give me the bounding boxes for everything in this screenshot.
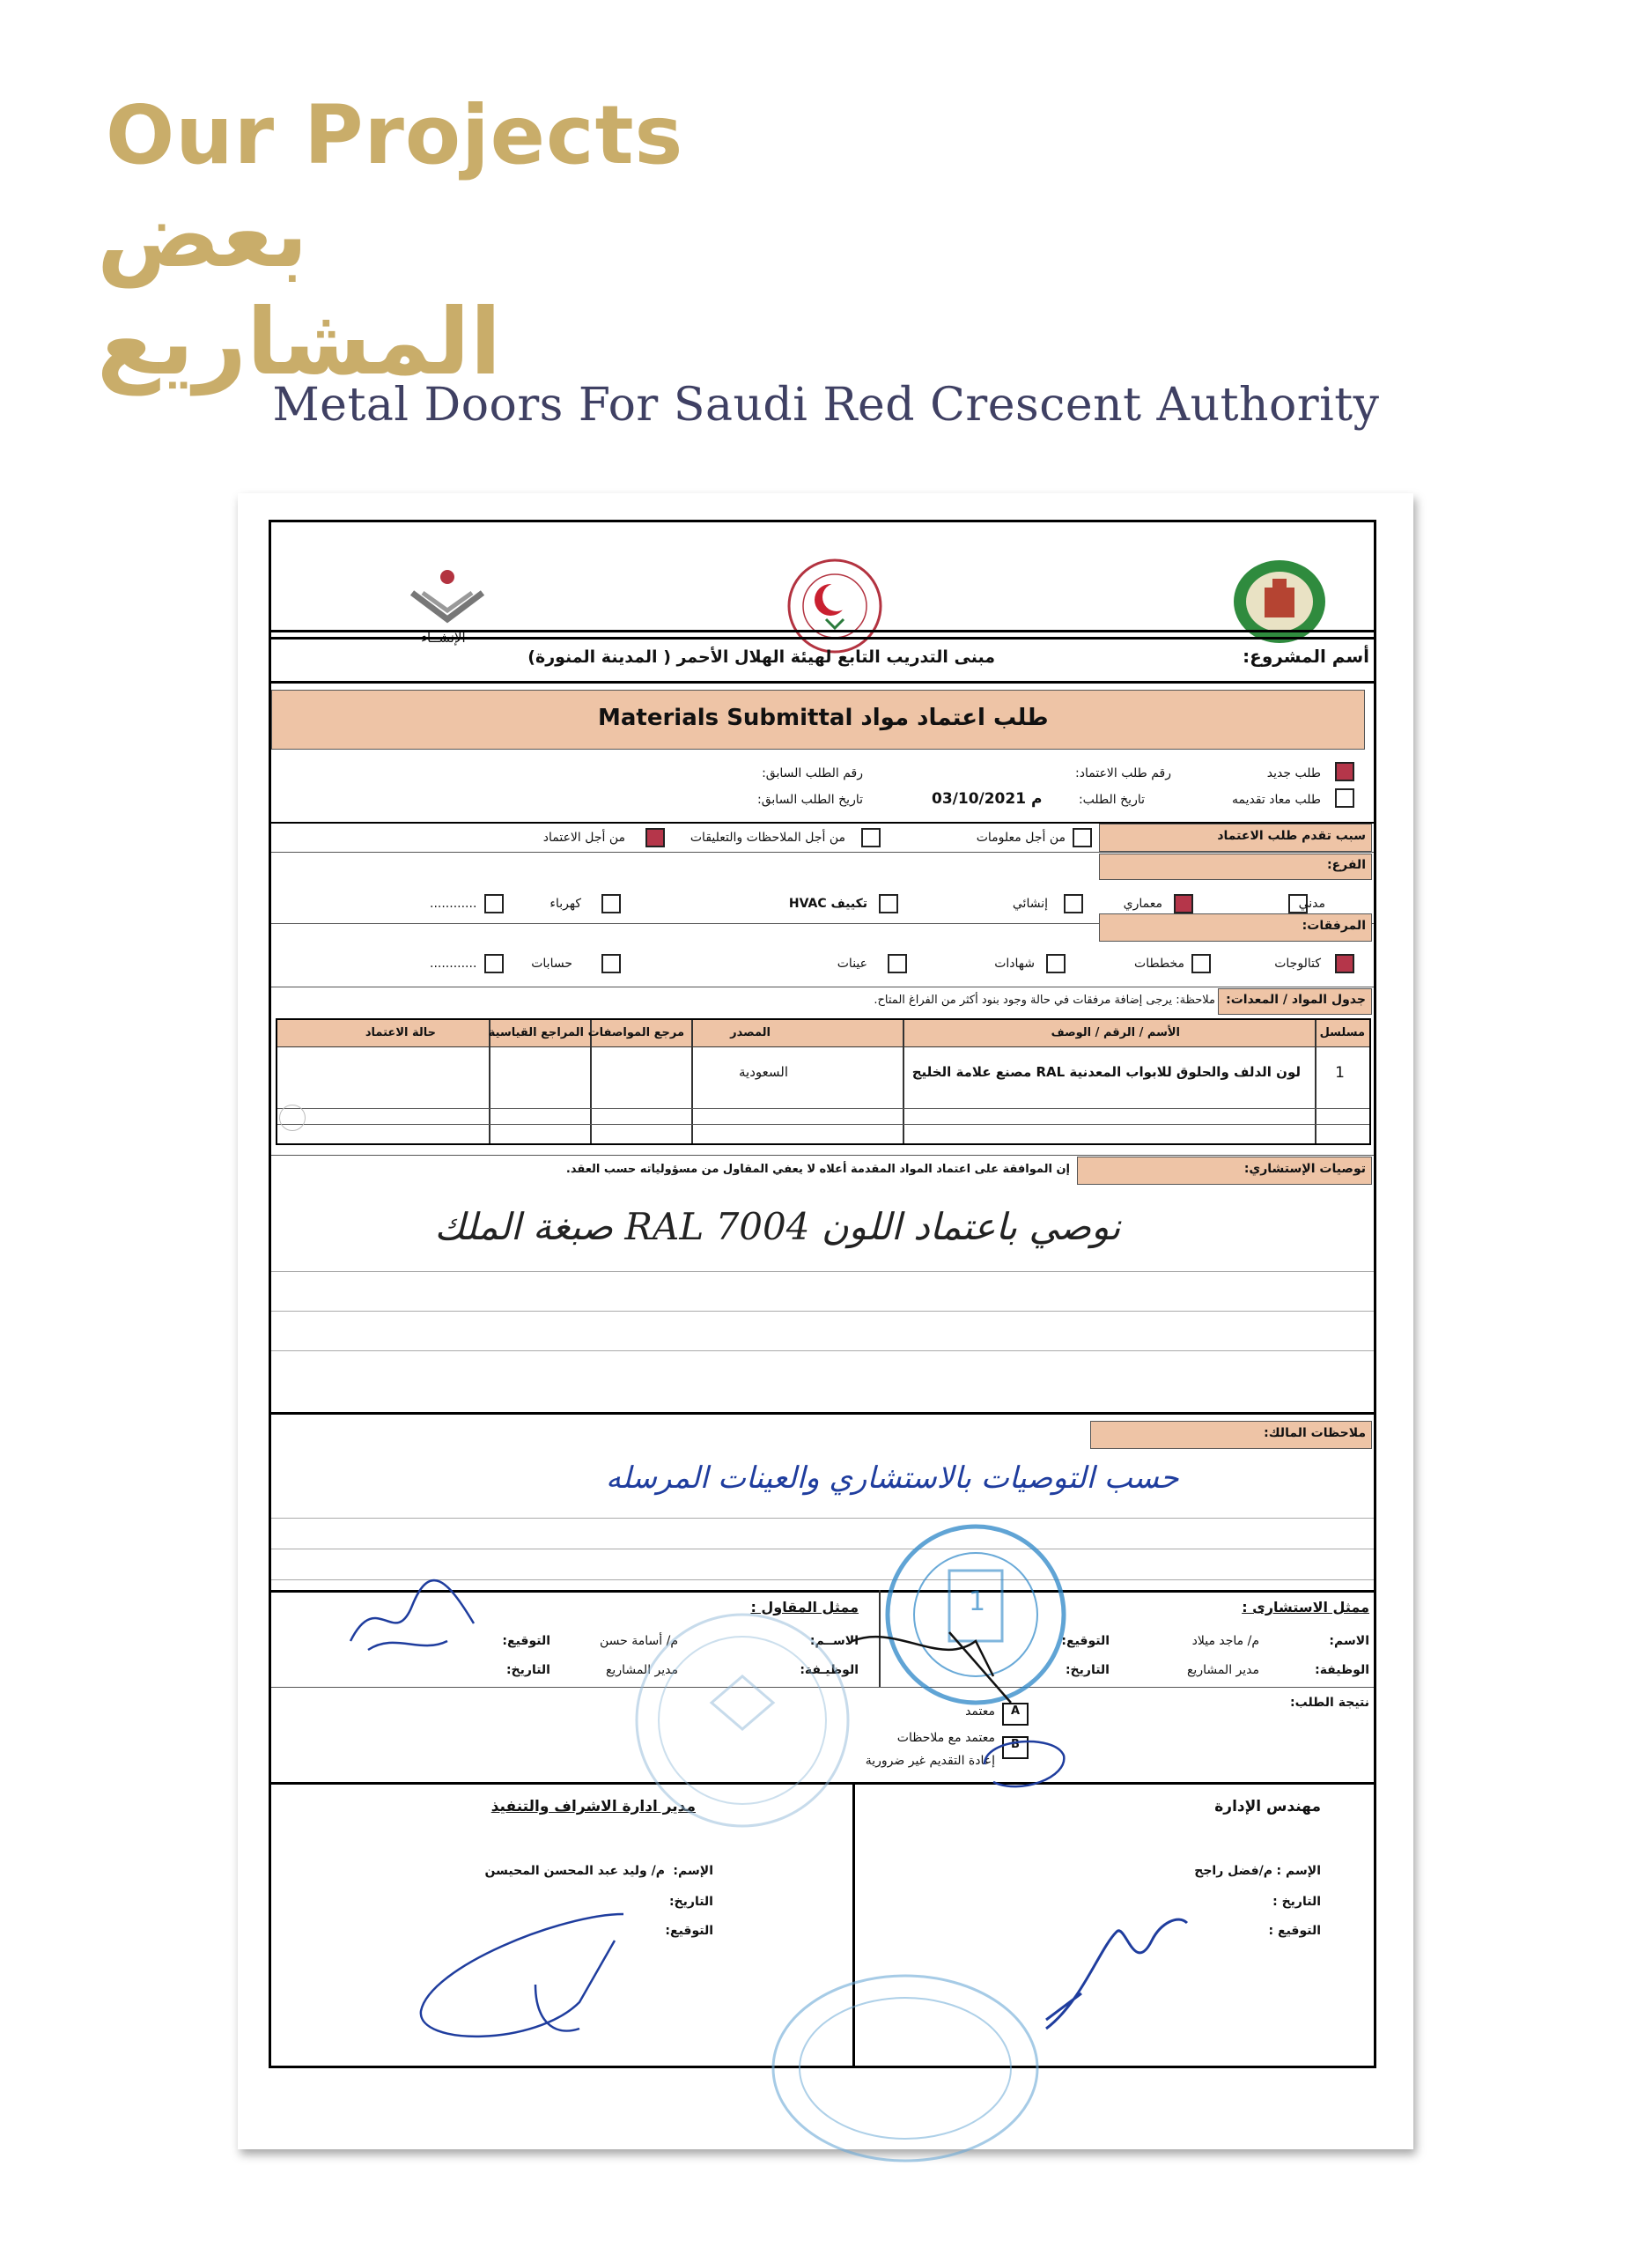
admin-name-label: الإسم :: [1276, 1864, 1321, 1878]
reason-approval-checkbox[interactable]: [645, 828, 665, 847]
supervision-title: مدير ادارة الاشراف والتنفيذ: [490, 1798, 696, 1815]
resubmit-label: طلب معاد تقديمه: [1231, 793, 1321, 807]
alinshaa-logo-text: الإنشــاء: [421, 630, 466, 646]
contractor-date-label: التاريخ:: [505, 1663, 550, 1677]
consultant-rep-label: ممثل الاستشارى :: [1242, 1599, 1369, 1615]
branch-arch-checkbox[interactable]: [1174, 894, 1193, 913]
consultant-signature: [844, 1606, 1037, 1712]
col-description: الأسم / الرقم / الوصف: [1051, 1026, 1180, 1039]
materials-note: ملاحظة: يرجى إضافة مرفقات في حالة وجود بنود أكثر من الفراغ المتاح.: [874, 994, 1215, 1007]
admin-name: م/فضل راجح: [1194, 1864, 1272, 1878]
branch-elec-checkbox[interactable]: [601, 894, 621, 913]
request-number-label: رقم طلب الاعتماد:: [1075, 766, 1171, 780]
project-label: أسم المشروع:: [1243, 646, 1369, 667]
row1-source: السعودية: [738, 1064, 788, 1080]
owner-notes-handwriting: حسب التوصيات بالاستشاري والعينات المرسله: [606, 1460, 1179, 1496]
reason-comments-checkbox[interactable]: [861, 828, 881, 847]
materials-band: [1218, 988, 1372, 1015]
reason-band: [1099, 824, 1372, 852]
result-label: نتيجة الطلب:: [1290, 1696, 1369, 1710]
previous-request-label: رقم الطلب السابق:: [762, 766, 863, 780]
consultant-name: م/ ماجد ميلاد: [1191, 1634, 1259, 1648]
supervision-sign-label: التوقيع:: [665, 1924, 713, 1938]
att-drawings-checkbox[interactable]: [1191, 954, 1211, 973]
recs-disclaimer: إن الموافقة على اعتماد المواد المقدمة أعلاه لا يعفي المقاول من مسؤولياته حسب العقد.: [565, 1163, 1070, 1176]
col-serial: مسلسل: [1319, 1026, 1365, 1039]
att-calcs-checkbox[interactable]: [601, 954, 621, 973]
consultant-sign-label: التوقيع:: [1061, 1634, 1110, 1648]
result-a-label: معتمد: [965, 1704, 995, 1719]
admin-signature: [1029, 1896, 1205, 2046]
new-request-checkbox[interactable]: [1335, 762, 1354, 781]
att-catalogs-label: كتالوجات: [1274, 957, 1321, 971]
supervision-date-label: التاريخ:: [668, 1895, 713, 1909]
project-name: مبنى التدريب التابع لهيئة الهلال الأحمر ( المدينة المنورة): [527, 647, 995, 667]
consultant-job: مدير المشاريع: [1186, 1663, 1259, 1677]
owner-notes-label: ملاحظات المالك:: [1264, 1426, 1366, 1440]
supervision-signature: [403, 1896, 650, 2073]
branch-arch-label: معماري: [1123, 897, 1162, 911]
consultant-job-label: الوظيفة:: [1315, 1663, 1369, 1677]
contractor-name: م/ أسامة حسن: [600, 1634, 678, 1648]
authority-stamp: [764, 1967, 1046, 2170]
branch-civil-label: مدني: [1298, 897, 1325, 911]
heading-english: Our Projects: [106, 88, 684, 182]
contractor-stamp: [623, 1606, 861, 1835]
materials-table: [276, 1018, 1371, 1145]
project-title: Metal Doors For Saudi Red Crescent Authority: [272, 379, 1380, 432]
reason-info-label: من أجل معلومات: [976, 831, 1066, 845]
result-b-circle: [967, 1729, 1073, 1800]
new-request-label: طلب جديد: [1266, 766, 1321, 780]
admin-sign-label: التوقيع :: [1268, 1924, 1321, 1938]
owner-band: [1090, 1421, 1372, 1449]
att-other-dots: ............: [430, 957, 477, 971]
contractor-sign-label: التوقيع:: [502, 1634, 550, 1648]
contractor-job: مدير المشاريع: [605, 1663, 678, 1677]
attachments-band: [1099, 913, 1372, 942]
result-c-label: إعادة التقديم غير ضرورية: [865, 1754, 995, 1768]
att-samples-label: عينات: [837, 957, 867, 971]
resubmit-checkbox[interactable]: [1335, 788, 1354, 808]
result-b-box[interactable]: B: [1002, 1736, 1029, 1759]
att-certs-checkbox[interactable]: [1046, 954, 1066, 973]
branch-elec-label: كهرباء: [549, 897, 581, 911]
materials-label: جدول المواد / المعدات:: [1226, 993, 1366, 1007]
form-title: طلب اعتماد مواد Materials Submittal: [598, 705, 1049, 731]
attachments-label: المرفقات:: [1302, 919, 1366, 933]
recs-band: [1077, 1157, 1372, 1185]
admin-date-label: التاريخ :: [1272, 1895, 1321, 1909]
contractor-job-label: الوظيـفة:: [800, 1663, 859, 1677]
row1-serial: 1: [1335, 1064, 1345, 1082]
recs-label: توصيات الإستشاري:: [1243, 1162, 1366, 1176]
result-a-box[interactable]: A: [1002, 1703, 1029, 1726]
scanned-document: [238, 493, 1413, 2149]
recs-handwriting: نوصي باعتماد اللون RAL 7004 صبغة الملك: [434, 1205, 1121, 1248]
att-calcs-label: حسابات: [531, 957, 572, 971]
col-standards: المراجع القياسية: [488, 1026, 584, 1039]
previous-date-label: تاريخ الطلب السابق:: [757, 793, 863, 807]
att-samples-checkbox[interactable]: [888, 954, 907, 973]
request-date-label: تاريخ الطلب:: [1078, 793, 1145, 807]
svg-text:1: 1: [969, 1586, 986, 1617]
contractor-name-label: الاســم:: [809, 1634, 859, 1648]
col-status: حالة الاعتماد: [365, 1026, 436, 1039]
reason-comments-label: من أجل الملاحظات والتعليقات: [690, 831, 845, 845]
branch-struct-checkbox[interactable]: [1064, 894, 1083, 913]
reason-label: سبب تقدم طلب الاعتماد: [1217, 829, 1366, 843]
att-other-checkbox[interactable]: [484, 954, 504, 973]
consultant-date-label: التاريخ:: [1065, 1663, 1110, 1677]
row1-description: لون الدلف والحلوق للابواب المعدنية RAL مصنع علامة الخليج: [911, 1064, 1301, 1080]
supervision-name-label: الإسم:: [673, 1864, 713, 1878]
branch-hvac-label: تكييف HVAC: [788, 897, 867, 911]
att-catalogs-checkbox[interactable]: [1335, 954, 1354, 973]
title-band: [271, 690, 1365, 750]
request-date-value: 03/10/2021 م: [932, 790, 1043, 808]
branch-band: [1099, 854, 1372, 880]
supervision-name: م/ وليد عبد المحسن المحيسن: [484, 1864, 665, 1878]
branch-other-checkbox[interactable]: [484, 894, 504, 913]
contractor-rep-label: ممثل المقاول :: [750, 1599, 859, 1615]
branch-hvac-checkbox[interactable]: [879, 894, 898, 913]
consultant-name-label: الاسم:: [1329, 1634, 1369, 1648]
result-b-label: معتمد مع ملاحظات: [896, 1731, 995, 1745]
punch-hole: [279, 1105, 306, 1131]
admin-engineer-title: مهندس الإدارة: [1214, 1798, 1321, 1815]
reason-info-checkbox[interactable]: [1073, 828, 1092, 847]
red-crescent-logo: [786, 558, 883, 654]
reason-approval-label: من أجل الاعتماد: [542, 831, 625, 845]
branch-struct-label: إنشائي: [1012, 897, 1048, 911]
form-frame: [269, 520, 1376, 2068]
att-certs-label: شهادات: [994, 957, 1035, 971]
branch-label: الفرع:: [1326, 858, 1366, 872]
att-drawings-label: مخططات: [1134, 957, 1184, 971]
contractor-signature: [342, 1571, 491, 1667]
branch-other-dots: ............: [430, 897, 477, 911]
col-spec-ref: مرجع المواصفات: [587, 1026, 684, 1039]
col-source: المصدر: [730, 1026, 771, 1039]
alinshaa-logo: [403, 566, 491, 646]
heading-arabic: بعض المشاريع: [97, 181, 502, 396]
madinah-logo: [1231, 558, 1328, 646]
